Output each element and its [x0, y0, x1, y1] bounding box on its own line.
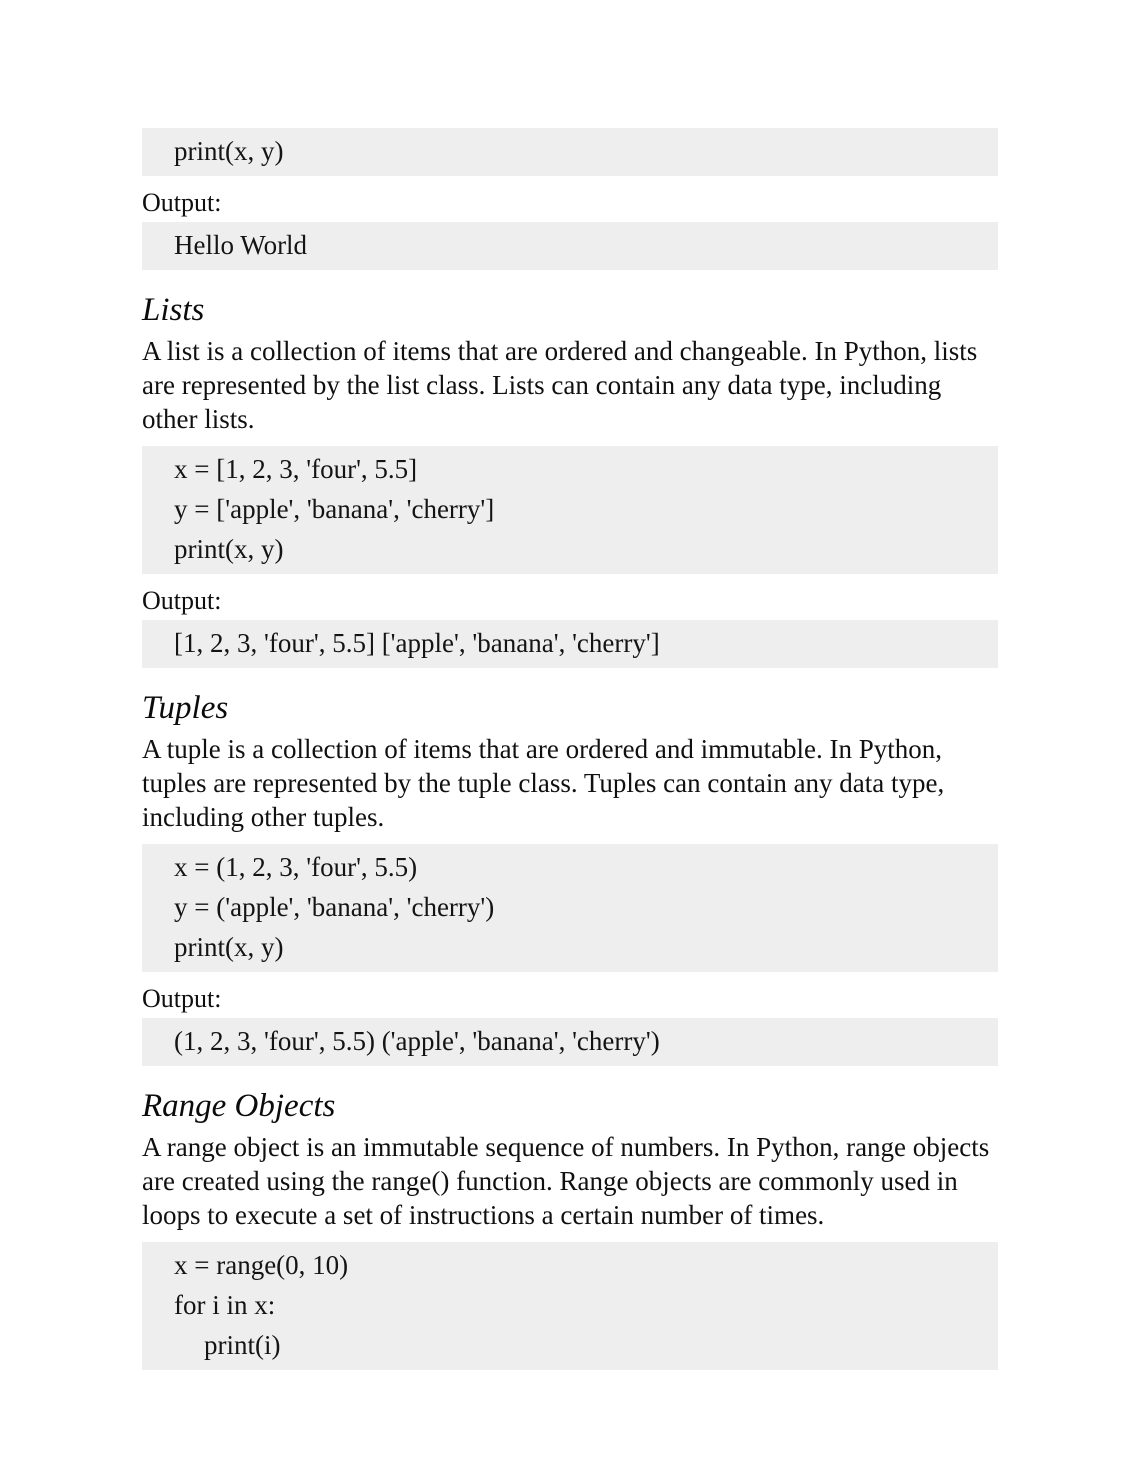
paragraph-tuples: A tuple is a collection of items that are ordered and immutable. In Python, tuples are represented by the tuple class. Tuples can contain any data type, including other tuples. [142, 734, 945, 832]
output-label-lists: Output: [142, 586, 222, 615]
paragraph-lists: A list is a collection of items that are ordered and changeable. In Python, lists are represented by the list class. Lists can contain any data type, including other lists. [142, 336, 978, 434]
heading-range-objects: Range Objects [142, 1088, 336, 1124]
output-label-tuples: Output: [142, 984, 222, 1013]
heading-lists: Lists [142, 292, 205, 328]
code-line: for i in x: [174, 1290, 276, 1320]
code-line: print(x, y) [174, 534, 284, 564]
code-line: (1, 2, 3, 'four', 5.5) ('apple', 'banana', 'cherry') [174, 1026, 660, 1056]
code-line: y = ('apple', 'banana', 'cherry') [174, 892, 495, 922]
code-line: Hello World [174, 230, 308, 260]
code-line: x = range(0, 10) [174, 1250, 349, 1280]
output-block-tuples [142, 1018, 998, 1066]
code-block-tuples [142, 844, 998, 972]
output-label-hello: Output: [142, 188, 222, 217]
output-block-hello-world [142, 222, 998, 270]
document-content [142, 128, 998, 1370]
code-block-print-xy [142, 128, 998, 176]
code-line: print(x, y) [174, 932, 284, 962]
code-line: print(x, y) [174, 136, 284, 166]
code-block-range [142, 1242, 998, 1370]
code-line: x = [1, 2, 3, 'four', 5.5] [174, 454, 418, 484]
code-line: y = ['apple', 'banana', 'cherry'] [174, 494, 495, 524]
code-line: [1, 2, 3, 'four', 5.5] ['apple', 'banana', 'cherry'] [174, 628, 660, 658]
heading-tuples: Tuples [142, 690, 229, 726]
code-line: print(i) [204, 1330, 281, 1360]
output-block-lists [142, 620, 998, 668]
paragraph-range-objects: A range object is an immutable sequence of numbers. In Python, range objects are created using the range() function. Range objects are commonly used in loops to execute a set of instructions a certain number of times. [142, 1132, 990, 1230]
code-line: x = (1, 2, 3, 'four', 5.5) [174, 852, 418, 882]
code-block-lists [142, 446, 998, 574]
